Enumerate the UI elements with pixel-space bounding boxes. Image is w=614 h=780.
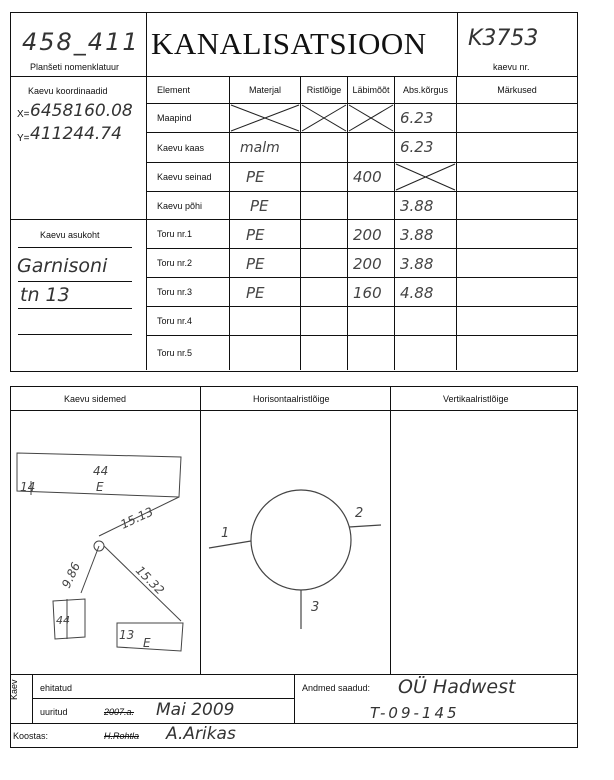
document-title: KANALISATSIOON <box>151 26 427 61</box>
pipe-1-label: 1 <box>221 526 230 541</box>
col-header-element: Element <box>157 85 191 95</box>
surveyed-label: uuritud <box>40 707 68 717</box>
abs-height-value: 3.88 <box>400 197 434 215</box>
location-label: Kaevu asukoht <box>40 230 100 240</box>
crossed-cells <box>0 0 614 200</box>
table-row-element: Kaevu seinad <box>157 172 212 182</box>
table-row-element: Maapind <box>157 113 192 123</box>
table-row-element: Toru nr.3 <box>157 287 193 297</box>
table-row-element: Kaevu kaas <box>157 142 205 153</box>
x-label: X= <box>17 109 30 120</box>
compiled-label: Koostas: <box>13 731 49 741</box>
building-top-letter: E <box>96 480 104 494</box>
data-from-value: OÜ Hadwest <box>398 676 516 698</box>
distance-2-value: 9.86 <box>59 560 84 591</box>
table-row-element: Toru nr.4 <box>157 316 193 326</box>
building-top-left-value: 14 <box>20 480 36 494</box>
built-label: ehitatud <box>40 683 73 693</box>
diameter-value: 200 <box>353 226 382 244</box>
material-value: PE <box>250 197 269 215</box>
table-row-element: Kaevu põhi <box>157 200 203 211</box>
vertical-section-label: Vertikaalristlõige <box>443 394 509 404</box>
ties-label: Kaevu sidemed <box>64 394 127 404</box>
diameter-value: 400 <box>353 168 382 186</box>
well-side-label: Kaev <box>9 679 19 700</box>
pipe-2-label: 2 <box>355 506 364 521</box>
building-bl-value: 44 <box>56 614 70 627</box>
compiled-value: A.Arikas <box>166 724 236 744</box>
abs-height-value: 6.23 <box>400 109 434 127</box>
material-value: PE <box>246 255 265 273</box>
surveyed-struck-value: 2007.a. <box>104 707 135 717</box>
table-row-element: Toru nr.2 <box>157 258 193 268</box>
col-header-diameter: Läbimõõt <box>352 85 390 95</box>
col-header-section: Ristlõige <box>306 85 342 95</box>
building-top-mid-value: 44 <box>93 464 109 478</box>
distance-3-value: 15.32 <box>132 563 168 598</box>
horizontal-section-label: Horisontaalristlõige <box>253 394 330 404</box>
building-br-value: 13 <box>119 628 135 642</box>
location-line-2: tn 13 <box>20 284 70 306</box>
coords-label: Kaevu koordinaadid <box>28 86 108 96</box>
material-value: PE <box>246 168 265 186</box>
col-header-material: Materjal <box>248 85 281 95</box>
diameter-value: 160 <box>353 284 382 302</box>
well-number-value: K3753 <box>468 26 539 51</box>
ties-sketch <box>11 411 201 671</box>
col-header-notes: Märkused <box>497 85 537 95</box>
compiled-struck-value: H.Rohtla <box>104 731 140 741</box>
distance-1-value: 15.13 <box>118 504 156 532</box>
abs-height-value: 4.88 <box>400 284 434 302</box>
y-coordinate-value: 411244.74 <box>30 124 122 144</box>
abs-height-value: 3.88 <box>400 255 434 273</box>
table-row-element: Toru nr.5 <box>157 348 193 358</box>
data-from-value-2: T-09-145 <box>370 704 460 722</box>
material-value: PE <box>246 284 265 302</box>
sheet-nomenclature-value: 458_411 <box>22 28 140 56</box>
material-value: PE <box>246 226 265 244</box>
data-from-label: Andmed saadud: <box>302 683 371 693</box>
col-header-abs-height: Abs.kõrgus <box>402 85 449 95</box>
pipe-3-label: 3 <box>311 600 320 615</box>
x-coordinate-value: 6458160.08 <box>30 101 133 121</box>
well-number-label: kaevu nr. <box>493 62 530 72</box>
table-row-element: Toru nr.1 <box>157 229 193 239</box>
abs-height-value: 3.88 <box>400 226 434 244</box>
y-label: Y= <box>17 133 30 144</box>
diameter-value: 200 <box>353 255 382 273</box>
location-line-1: Garnisoni <box>17 255 108 277</box>
material-value: malm <box>240 140 280 156</box>
sheet-nomenclature-label: Planšeti nomenklatuur <box>30 62 120 72</box>
horizontal-section-sketch <box>201 411 391 671</box>
building-br-letter: E <box>143 636 151 650</box>
surveyed-value: Mai 2009 <box>156 700 235 720</box>
abs-height-value: 6.23 <box>400 138 434 156</box>
